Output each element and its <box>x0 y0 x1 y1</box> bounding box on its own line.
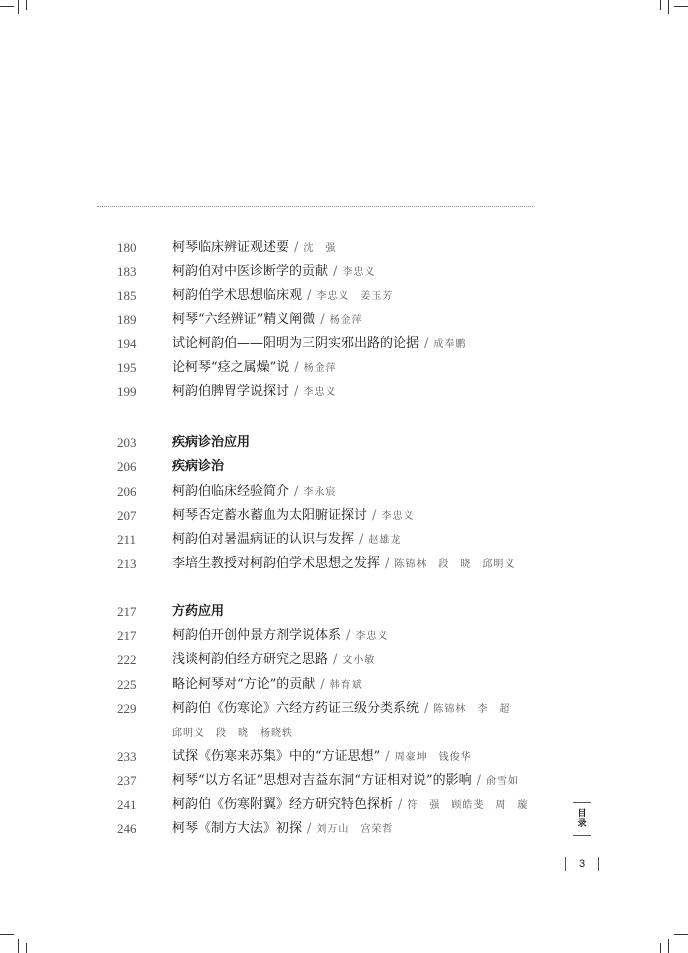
author-separator: / <box>294 240 299 255</box>
section-heading-row <box>0 601 688 623</box>
toc-entry <box>0 285 688 307</box>
crop-mark <box>668 0 669 14</box>
entry-title: 柯琴“六经辨证”精义阐微 <box>172 312 316 327</box>
entry-line <box>172 674 363 697</box>
entry-title: 柯韵伯学术思想临床观 <box>172 288 303 303</box>
entry-line <box>172 625 388 648</box>
entry-author: 李忠义 姜玉芳 <box>316 291 394 302</box>
entry-page-number: 183 <box>117 264 137 279</box>
crop-mark <box>26 943 27 953</box>
entry-title: 柯韵伯临床经验简介 <box>172 484 290 499</box>
entry-author: 陈锦林 李 超 <box>433 704 511 715</box>
entry-line <box>172 309 363 332</box>
section-heading-row <box>0 432 688 454</box>
entry-page-number: 207 <box>117 508 137 523</box>
entry-line <box>172 746 472 769</box>
entry-title: 柯琴临床辨证观述要 <box>172 240 290 255</box>
side-tab-char: 录 <box>577 819 587 829</box>
author-separator: / <box>320 677 325 692</box>
entry-page-number: 225 <box>117 677 137 692</box>
entry-line <box>172 722 293 745</box>
author-separator: / <box>294 384 299 399</box>
entry-line <box>172 529 401 552</box>
entry-page-number: 246 <box>117 821 137 836</box>
entry-line <box>172 285 393 308</box>
entry-line <box>172 649 375 672</box>
entry-page-number: 195 <box>117 360 137 375</box>
entry-title: 柯韵伯对中医诊断学的贡献 <box>172 264 329 279</box>
entry-title: 李培生教授对柯韵伯学术思想之发挥 <box>172 556 381 571</box>
author-separator: / <box>359 532 364 547</box>
entry-author: 陈锦林 段 晓 邱明义 <box>394 559 516 570</box>
entry-title: 浅谈柯韵伯经方研究之思路 <box>172 652 329 667</box>
toc-entry <box>0 649 688 671</box>
entry-author: 韩育斌 <box>329 680 363 691</box>
entry-author: 李忠义 <box>342 267 376 278</box>
entry-author: 刘万山 宫荣哲 <box>316 824 394 835</box>
entry-page-number: 233 <box>117 749 137 764</box>
entry-page-number: 189 <box>117 312 137 327</box>
entry-title: 柯琴否定蓄水蓄血为太阳腑证探讨 <box>172 508 368 523</box>
entry-page-number: 206 <box>117 459 137 474</box>
entry-line <box>172 553 515 576</box>
entry-title: 试探《伤寒来苏集》中的“方证思想” <box>172 749 381 764</box>
entry-page-number: 237 <box>117 773 137 788</box>
crop-mark <box>18 0 19 14</box>
entry-page-number: 222 <box>117 652 137 667</box>
toc-entry <box>0 357 688 379</box>
entry-title: 论柯琴“痉之属燥”说 <box>172 360 290 375</box>
entry-author: 李忠义 <box>381 511 415 522</box>
author-separator: / <box>385 749 390 764</box>
author-separator: / <box>398 797 403 812</box>
author-separator: / <box>294 484 299 499</box>
entry-author: 赵雄龙 <box>368 535 402 546</box>
toc-entry <box>0 553 688 575</box>
toc-entry <box>0 722 688 744</box>
entry-line <box>172 357 337 380</box>
toc-entry <box>0 505 688 527</box>
author-separator: / <box>385 556 390 571</box>
entry-line <box>172 818 393 841</box>
entry-page-number: 199 <box>117 384 137 399</box>
author-separator: / <box>424 336 429 351</box>
entry-line <box>172 333 466 356</box>
entry-author: 俞雪如 <box>485 776 519 787</box>
toc-entry <box>0 698 688 720</box>
side-tab-contents <box>573 802 591 836</box>
crop-mark <box>660 943 661 953</box>
toc-entry <box>0 770 688 792</box>
entry-page-number: 206 <box>117 484 137 499</box>
entry-page-number: 217 <box>117 628 137 643</box>
entry-author: 杨金萍 <box>329 315 363 326</box>
entry-title: 方药应用 <box>172 604 225 619</box>
crop-mark <box>674 6 688 7</box>
author-separator: / <box>320 312 325 327</box>
entry-page-number: 229 <box>117 701 137 716</box>
entry-line <box>172 237 336 260</box>
author-separator: / <box>372 508 377 523</box>
toc-entry <box>0 674 688 696</box>
author-separator: / <box>307 821 312 836</box>
section-heading <box>172 432 250 454</box>
entry-title: 柯琴《制方大法》初探 <box>172 821 303 836</box>
toc-entry <box>0 625 688 647</box>
entry-line <box>172 794 528 817</box>
entry-page-number: 211 <box>117 532 137 547</box>
crop-mark <box>660 0 661 10</box>
entry-author: 文小敏 <box>342 655 376 666</box>
author-separator: / <box>333 652 338 667</box>
crop-mark <box>26 0 27 10</box>
entry-author: 周豪坤 钱俊华 <box>394 752 472 763</box>
entry-author: 李忠义 <box>303 387 337 398</box>
toc-entry <box>0 381 688 403</box>
dotted-divider <box>97 206 533 207</box>
entry-line <box>172 261 375 284</box>
author-separator: / <box>476 773 481 788</box>
entry-title: 柯韵伯《伤寒附翼》经方研究特色探析 <box>172 797 394 812</box>
toc-entry <box>0 333 688 355</box>
entry-author: 杨金萍 <box>303 363 337 374</box>
entry-line <box>172 381 336 404</box>
page-number-value: 3 <box>578 858 586 870</box>
entry-line <box>172 481 336 504</box>
crop-mark <box>18 939 19 953</box>
author-separator: / <box>346 628 351 643</box>
entry-title: 柯韵伯脾胃学说探讨 <box>172 384 290 399</box>
author-separator: / <box>307 288 312 303</box>
entry-author: 沈 强 <box>303 243 337 254</box>
author-separator: / <box>424 701 429 716</box>
entry-title: 柯韵伯《伤寒论》六经方药证三级分类系统 <box>172 701 420 716</box>
entry-page-number: 180 <box>117 240 137 255</box>
section-heading <box>172 601 224 623</box>
entry-line <box>172 770 519 793</box>
entry-page-number: 185 <box>117 288 137 303</box>
side-tab-char: 目 <box>577 809 587 819</box>
toc-entry <box>0 309 688 331</box>
crop-mark <box>668 939 669 953</box>
entry-title: 疾病诊治 <box>172 459 225 474</box>
crop-mark <box>0 934 14 935</box>
entry-author: 邱明义 段 晓 杨晓轶 <box>172 728 293 739</box>
entry-author: 符 强 顾皓斐 周 璇 <box>407 800 529 811</box>
entry-page-number: 213 <box>117 556 137 571</box>
entry-title: 疾病诊治应用 <box>172 435 251 450</box>
toc-entry <box>0 261 688 283</box>
entry-author: 成奉鹏 <box>433 339 467 350</box>
entry-title: 柯韵伯开创仲景方剂学说体系 <box>172 628 342 643</box>
page-number <box>565 856 599 872</box>
crop-mark <box>674 934 688 935</box>
entry-line <box>172 505 414 528</box>
entry-title: 试论柯韵伯——阳明为三阴实邪出路的论据 <box>172 336 420 351</box>
toc-entry <box>0 481 688 503</box>
author-separator: / <box>333 264 338 279</box>
section-heading-row <box>0 456 688 478</box>
entry-page-number: 217 <box>117 604 137 619</box>
entry-page-number: 203 <box>117 435 137 450</box>
entry-title: 略论柯琴对“方论”的贡献 <box>172 677 316 692</box>
entry-author: 李永宸 <box>303 487 337 498</box>
entry-author: 李忠义 <box>355 631 389 642</box>
toc-entry <box>0 529 688 551</box>
crop-mark <box>0 6 14 7</box>
toc-entry <box>0 746 688 768</box>
section-heading <box>172 456 224 478</box>
entry-page-number: 241 <box>117 797 137 812</box>
entry-line <box>172 698 510 721</box>
entry-title: 柯琴“以方名证”思想对吉益东洞“方证相对说”的影响 <box>172 773 472 788</box>
toc-entry <box>0 237 688 259</box>
author-separator: / <box>294 360 299 375</box>
entry-page-number: 194 <box>117 336 137 351</box>
entry-title: 柯韵伯对暑温病证的认识与发挥 <box>172 532 355 547</box>
